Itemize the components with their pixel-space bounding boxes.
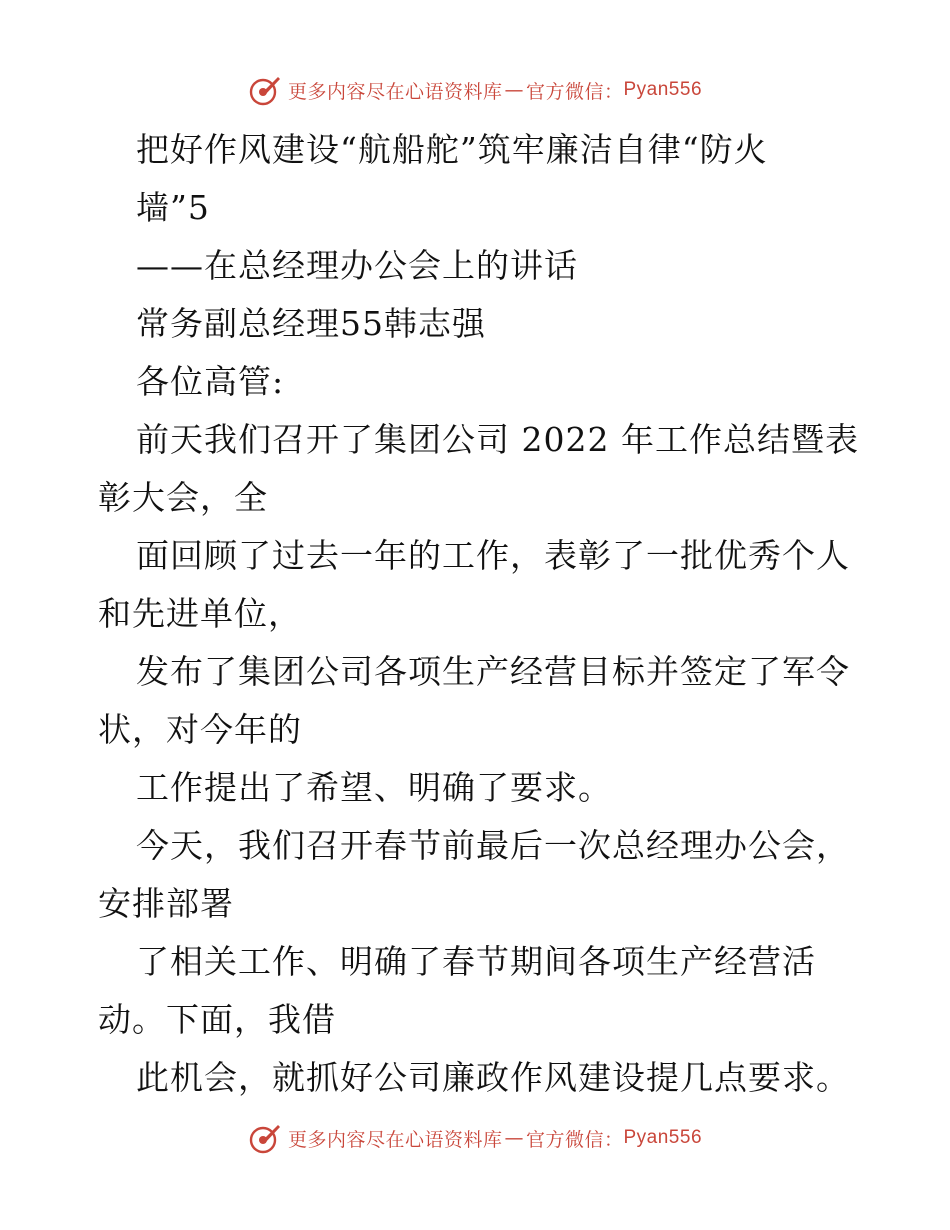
subtitle: ——在总经理办公会上的讲话 <box>136 246 578 285</box>
paragraph-line: 今天，我们召开春节前最后一次总经理办公会， <box>136 826 850 865</box>
paragraph-line: 了相关工作、明确了春节期间各项生产经营活 <box>136 942 816 981</box>
watermark-text: 更多内容尽在心语资料库 <box>287 80 503 103</box>
title-line-2: 墙”5 <box>136 188 210 227</box>
paragraph-line: 此机会，就抓好公司廉政作风建设提几点要求。 <box>136 1058 850 1097</box>
watermark-official: 官方微信： <box>525 1128 624 1151</box>
paragraph-line: 和先进单位， <box>98 594 302 633</box>
watermark-text: 更多内容尽在心语资料库 <box>287 1128 503 1151</box>
paragraph-line: 发布了集团公司各项生产经营目标并签定了军令 <box>136 652 850 691</box>
quill-seal-icon <box>248 1121 282 1155</box>
watermark-id: Pyan556 <box>623 1127 703 1148</box>
salutation: 各位高管: <box>136 362 285 401</box>
watermark-id: Pyan556 <box>623 79 703 100</box>
watermark-footer <box>0 1118 950 1158</box>
watermark-header <box>0 70 950 110</box>
paragraph-line: 彰大会，全 <box>98 478 268 517</box>
watermark-dash: — <box>504 1127 524 1149</box>
paragraph-line: 状，对今年的 <box>98 710 302 749</box>
paragraph-line: 前天我们召开了集团公司 2022 年工作总结暨表 <box>136 420 859 459</box>
watermark-official: 官方微信： <box>525 80 624 103</box>
title-line-1: 把好作风建设“航船舵”筑牢廉洁自律“防火 <box>136 130 768 169</box>
paragraph-line: 安排部署 <box>98 884 234 923</box>
paragraph-line: 动。下面，我借 <box>98 1000 336 1039</box>
paragraph-line: 工作提出了希望、明确了要求。 <box>136 768 612 807</box>
paragraph-line: 面回顾了过去一年的工作，表彰了一批优秀个人 <box>136 536 850 575</box>
speaker: 常务副总经理55韩志强 <box>136 304 486 343</box>
watermark-dash: — <box>504 79 524 101</box>
quill-seal-icon <box>248 73 282 107</box>
